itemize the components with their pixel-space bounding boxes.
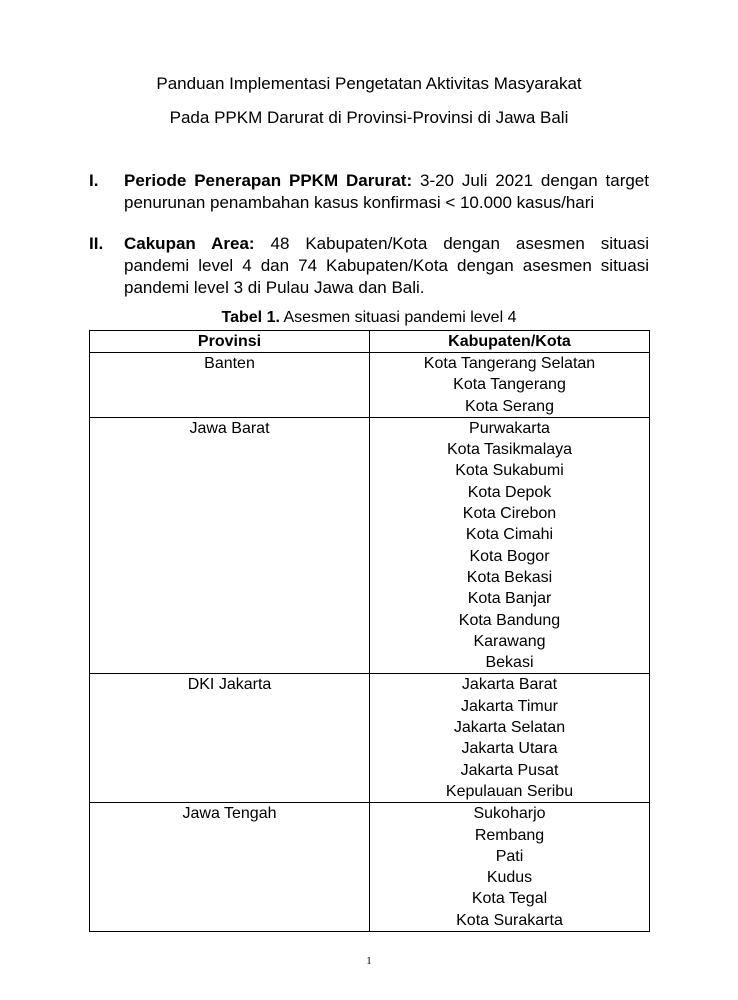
kota-item: Kota Depok (467, 483, 552, 501)
kota-item: Jakarta Pusat (460, 761, 559, 779)
document-title-line-2: Pada PPKM Darurat di Provinsi-Provinsi di Jawa Bali (169, 108, 569, 127)
kota-item: Kota Cimahi (465, 526, 554, 544)
kota-item: Jakarta Barat (461, 676, 558, 694)
kota-cell (370, 803, 650, 932)
kota-item: Jakarta Timur (461, 697, 558, 715)
kota-item: Kota Cirebon (462, 505, 557, 523)
level-4-table (89, 330, 650, 932)
table-row (90, 674, 650, 803)
kota-item: Pati (495, 847, 524, 865)
provinsi-cell: DKI Jakarta (90, 674, 370, 803)
kota-item: Kota Tangerang (453, 376, 566, 394)
kota-item: Kota Banjar (467, 590, 552, 608)
kota-item: Rembang (474, 826, 545, 844)
table-row (90, 353, 650, 418)
kota-item: Kota Tasikmalaya (446, 441, 573, 459)
kota-item: Bekasi (485, 654, 534, 672)
table-header-row (90, 331, 650, 353)
header-kabupaten-kota: Kabupaten/Kota (370, 331, 650, 353)
kota-item: Kepulauan Seribu (445, 782, 574, 800)
provinsi-cell: Jawa Barat (90, 417, 370, 674)
kota-cell (370, 674, 650, 803)
kota-cell (370, 353, 650, 418)
section-heading: Periode Penerapan PPKM Darurat: (124, 171, 413, 190)
table-caption-text: Asesmen situasi pandemi level 4 (283, 309, 517, 326)
section-periode (89, 170, 649, 214)
kota-item: Sukoharjo (473, 805, 546, 823)
kota-item: Purwakarta (469, 419, 550, 437)
page-number: 1 (366, 955, 372, 967)
provinsi-cell: Banten (90, 353, 370, 418)
kota-item: Kota Bekasi (466, 568, 553, 586)
kota-item: Kota Tegal (471, 890, 548, 908)
table-caption-label: Tabel 1. (221, 309, 280, 326)
provinsi-cell: Jawa Tengah (90, 803, 370, 932)
document-title-line-1: Panduan Implementasi Pengetatan Aktivitas Masyarakat (156, 74, 582, 93)
kota-item: Kudus (486, 869, 533, 887)
kota-item: Kota Bogor (469, 547, 550, 565)
kota-item: Jakarta Selatan (453, 719, 566, 737)
section-text: 48 Kabupaten/Kota dengan asesmen situasi pandemi level 4 dan 74 Kabupaten/Kota dengan asesmen situasi pandemi level 3 di Pulau Jawa dan Bali. (124, 234, 649, 297)
section-number: II. (89, 234, 104, 253)
kota-item: Karawang (473, 632, 546, 650)
kota-item: Kota Serang (465, 397, 554, 415)
table-caption (0, 309, 738, 327)
section-body (124, 233, 649, 299)
table-row (90, 803, 650, 932)
section-text: 3-20 Juli 2021 dengan target penurunan penambahan kasus konfirmasi < 10.000 kasus/hari (124, 171, 649, 212)
kota-item: Kota Surakarta (456, 911, 563, 929)
table-row (90, 417, 650, 674)
section-cakupan-area (89, 233, 649, 299)
kota-item: Kota Tangerang Selatan (423, 355, 596, 372)
section-heading: Cakupan Area: (124, 234, 255, 253)
kota-item: Kota Bandung (458, 611, 561, 629)
section-number: I. (89, 171, 99, 190)
header-provinsi: Provinsi (90, 331, 370, 353)
kota-item: Kota Sukabumi (455, 462, 564, 480)
section-body (124, 170, 649, 214)
kota-item: Jakarta Utara (461, 740, 558, 758)
kota-cell (370, 417, 650, 674)
